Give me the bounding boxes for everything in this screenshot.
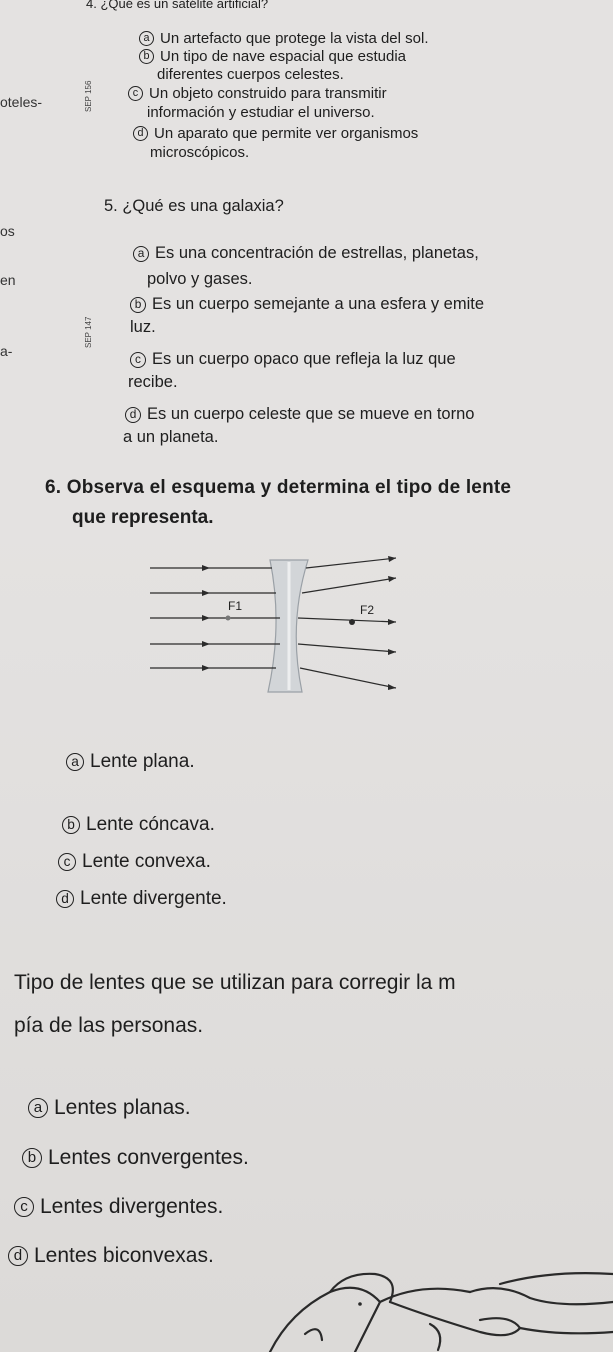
option-b[interactable] <box>62 814 215 836</box>
focal-point-f2 <box>349 619 355 625</box>
option-c[interactable] <box>58 851 211 873</box>
option-letter: a <box>28 1098 48 1118</box>
option-text: Lente cóncava. <box>86 814 215 835</box>
option-text: Es un cuerpo opaco que refleja la luz que <box>152 350 456 368</box>
decorative-drawing <box>260 1262 613 1352</box>
option-c[interactable] <box>130 350 456 369</box>
option-text: Es un cuerpo semejante a una esfera y emite <box>152 295 485 313</box>
margin-fragment: oteles- <box>0 94 43 110</box>
option-text: Lente convexa. <box>82 851 211 872</box>
question-title: Tipo de lentes que se utilizan para corregir la m <box>14 971 456 994</box>
question-title-continued: que representa. <box>72 507 214 528</box>
option-a[interactable] <box>133 244 479 263</box>
option-letter: c <box>130 352 146 368</box>
option-a[interactable] <box>28 1096 191 1120</box>
option-text-continued: microscópicos. <box>150 144 250 161</box>
lens-outline <box>268 560 308 692</box>
option-letter: d <box>56 890 74 908</box>
margin-fragment: a- <box>0 343 13 359</box>
question-title: 6. Observa el esquema y determina el tipo de lente <box>45 477 512 498</box>
question-title-continued: pía de las personas. <box>14 1014 204 1037</box>
margin-fragment: en <box>0 272 16 288</box>
option-letter: c <box>58 853 76 871</box>
option-b[interactable] <box>139 48 406 65</box>
option-d[interactable] <box>56 888 227 910</box>
option-text: Lentes convergentes. <box>48 1146 249 1169</box>
option-letter: a <box>133 246 149 262</box>
option-letter: b <box>62 816 80 834</box>
option-letter: b <box>22 1148 42 1168</box>
option-text: Un artefacto que protege la vista del sol. <box>160 30 429 47</box>
option-letter: b <box>130 297 146 313</box>
option-text: Un tipo de nave espacial que estudia <box>160 48 407 65</box>
option-d[interactable] <box>133 125 418 142</box>
option-letter: c <box>128 86 143 101</box>
option-d[interactable] <box>125 405 474 424</box>
option-text: Es una concentración de estrellas, planetas, <box>155 244 479 262</box>
option-text-continued: polvo y gases. <box>147 270 253 288</box>
option-a[interactable] <box>139 30 429 47</box>
option-text-continued: a un planeta. <box>123 428 219 446</box>
option-letter: c <box>14 1197 34 1217</box>
option-c[interactable] <box>128 85 387 102</box>
option-text: Lentes biconvexas. <box>34 1244 214 1267</box>
option-d[interactable] <box>8 1244 214 1268</box>
option-letter: b <box>139 49 154 64</box>
option-letter: d <box>125 407 141 423</box>
page-code: SEP 147 <box>84 316 93 348</box>
question-title: 4. ¿Qué es un satélite artificial? <box>86 0 269 11</box>
page-code: SEP 156 <box>84 80 93 112</box>
option-text: Un aparato que permite ver organismos <box>154 125 419 142</box>
option-text-continued: recibe. <box>128 373 178 391</box>
option-text: Es un cuerpo celeste que se mueve en torno <box>147 405 475 423</box>
option-letter: d <box>8 1246 28 1266</box>
option-c[interactable] <box>14 1195 223 1219</box>
option-text: Lente divergente. <box>80 888 227 909</box>
label-f2: F2 <box>360 603 375 617</box>
question-title: 5. ¿Qué es una galaxia? <box>104 197 284 215</box>
option-letter: d <box>133 126 148 141</box>
option-text: Un objeto construido para transmitir <box>149 85 387 102</box>
option-text-continued: diferentes cuerpos celestes. <box>157 66 344 83</box>
margin-fragment: os <box>0 223 15 239</box>
option-b[interactable] <box>22 1146 249 1170</box>
option-text-continued: información y estudiar el universo. <box>147 104 375 121</box>
label-f1: F1 <box>228 599 243 613</box>
option-text: Lentes divergentes. <box>40 1195 224 1218</box>
focal-point-f1 <box>226 616 231 621</box>
lens-diagram <box>140 550 410 700</box>
option-text-continued: luz. <box>130 318 156 336</box>
option-letter: a <box>66 753 84 771</box>
option-b[interactable] <box>130 295 484 314</box>
option-letter: a <box>139 31 154 46</box>
option-text: Lente plana. <box>90 751 195 772</box>
option-a[interactable] <box>66 751 195 773</box>
option-text: Lentes planas. <box>54 1096 191 1119</box>
